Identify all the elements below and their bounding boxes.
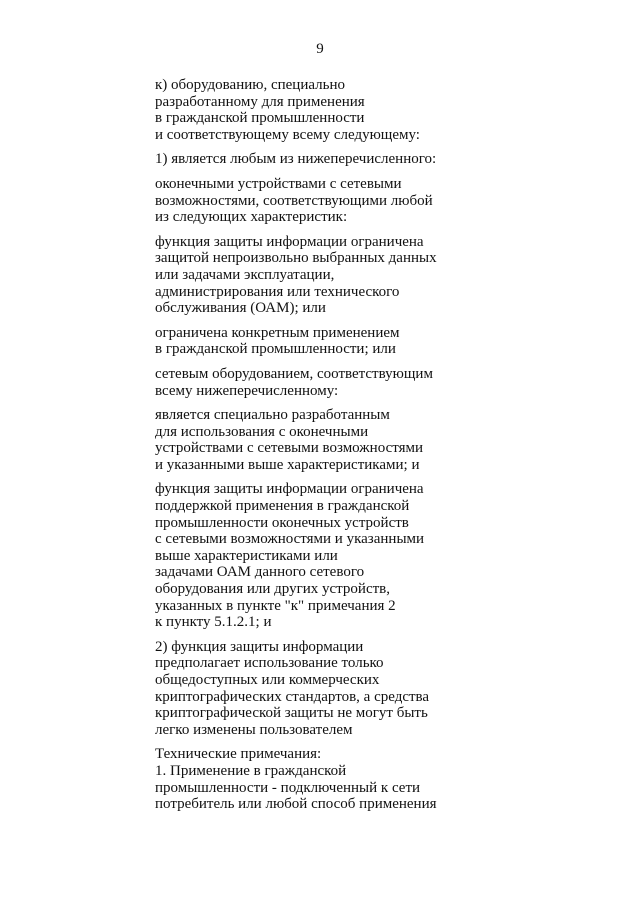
- text-line: и указанными выше характеристиками; и: [155, 456, 420, 473]
- text-line: промышленности - подключенный к сети: [155, 779, 421, 796]
- text-line: обслуживания (ОАМ); или: [155, 300, 326, 317]
- text-line: 1. Применение в гражданской: [155, 762, 347, 779]
- text-line: криптографической защиты не могут быть: [155, 705, 428, 722]
- text-line: в гражданской промышленности; или: [155, 341, 396, 358]
- text-line: криптографических стандартов, а средства: [155, 688, 430, 705]
- text-line: всему нижеперечисленному:: [155, 382, 339, 399]
- text-line: устройствами с сетевыми возможностями: [155, 440, 424, 457]
- text-line: возможностями, соответствующими любой: [155, 192, 433, 209]
- text-line: потребитель или любой способ применения: [155, 796, 437, 813]
- text-line: промышленности оконечных устройств: [155, 514, 409, 531]
- text-line: разработанному для применения: [155, 93, 365, 110]
- text-line: администрирования или технического: [155, 283, 400, 300]
- paragraph: [155, 746, 455, 812]
- text-line: поддержкой применения в гражданской: [155, 498, 410, 515]
- text-line: является специально разработанным: [155, 407, 390, 424]
- paragraph: [155, 481, 455, 630]
- paragraph: [155, 234, 455, 317]
- text-line: задачами ОАМ данного сетевого: [155, 564, 365, 581]
- text-line: сетевым оборудованием, соответствующим: [155, 365, 433, 382]
- text-line: к) оборудованию, специально: [155, 77, 345, 93]
- text-line: или задачами эксплуатации,: [155, 266, 335, 283]
- paragraph: [155, 325, 455, 358]
- text-line: выше характеристиками или: [155, 547, 338, 564]
- paragraph: [155, 176, 455, 226]
- text-line: к пункту 5.1.2.1; и: [155, 614, 272, 631]
- text-line: защитой непроизвольно выбранных данных: [155, 250, 437, 267]
- paragraph: [155, 151, 455, 168]
- paragraph: [155, 407, 455, 473]
- document-body: [155, 77, 455, 821]
- text-line: предполагает использование только: [155, 655, 384, 672]
- text-line: указанных в пункте "к" примечания 2: [155, 597, 396, 614]
- text-line: легко изменены пользователем: [155, 721, 353, 738]
- text-line: оконечными устройствами с сетевыми: [155, 175, 402, 192]
- text-line: оборудования или других устройств,: [155, 581, 390, 598]
- paragraph: [155, 639, 455, 739]
- text-line: общедоступных или коммерческих: [155, 672, 380, 688]
- text-line: ограничена конкретным применением: [155, 324, 400, 341]
- text-line: 1) является любым из нижеперечисленного:: [155, 151, 437, 168]
- text-line: для использования с оконечными: [155, 423, 369, 440]
- text-line: с сетевыми возможностями и указанными: [155, 531, 425, 548]
- text-line: в гражданской промышленности: [155, 110, 365, 127]
- page-number: 9: [316, 41, 324, 57]
- paragraph: [155, 77, 455, 143]
- text-line: функция защиты информации ограничена: [155, 481, 424, 498]
- paragraph: [155, 366, 455, 399]
- text-line: функция защиты информации ограничена: [155, 233, 424, 250]
- text-line: и соответствующему всему следующему:: [155, 126, 420, 143]
- text-line: из следующих характеристик:: [155, 209, 348, 226]
- text-line: 2) функция защиты информации: [155, 638, 364, 655]
- text-line: Технические примечания:: [155, 746, 322, 763]
